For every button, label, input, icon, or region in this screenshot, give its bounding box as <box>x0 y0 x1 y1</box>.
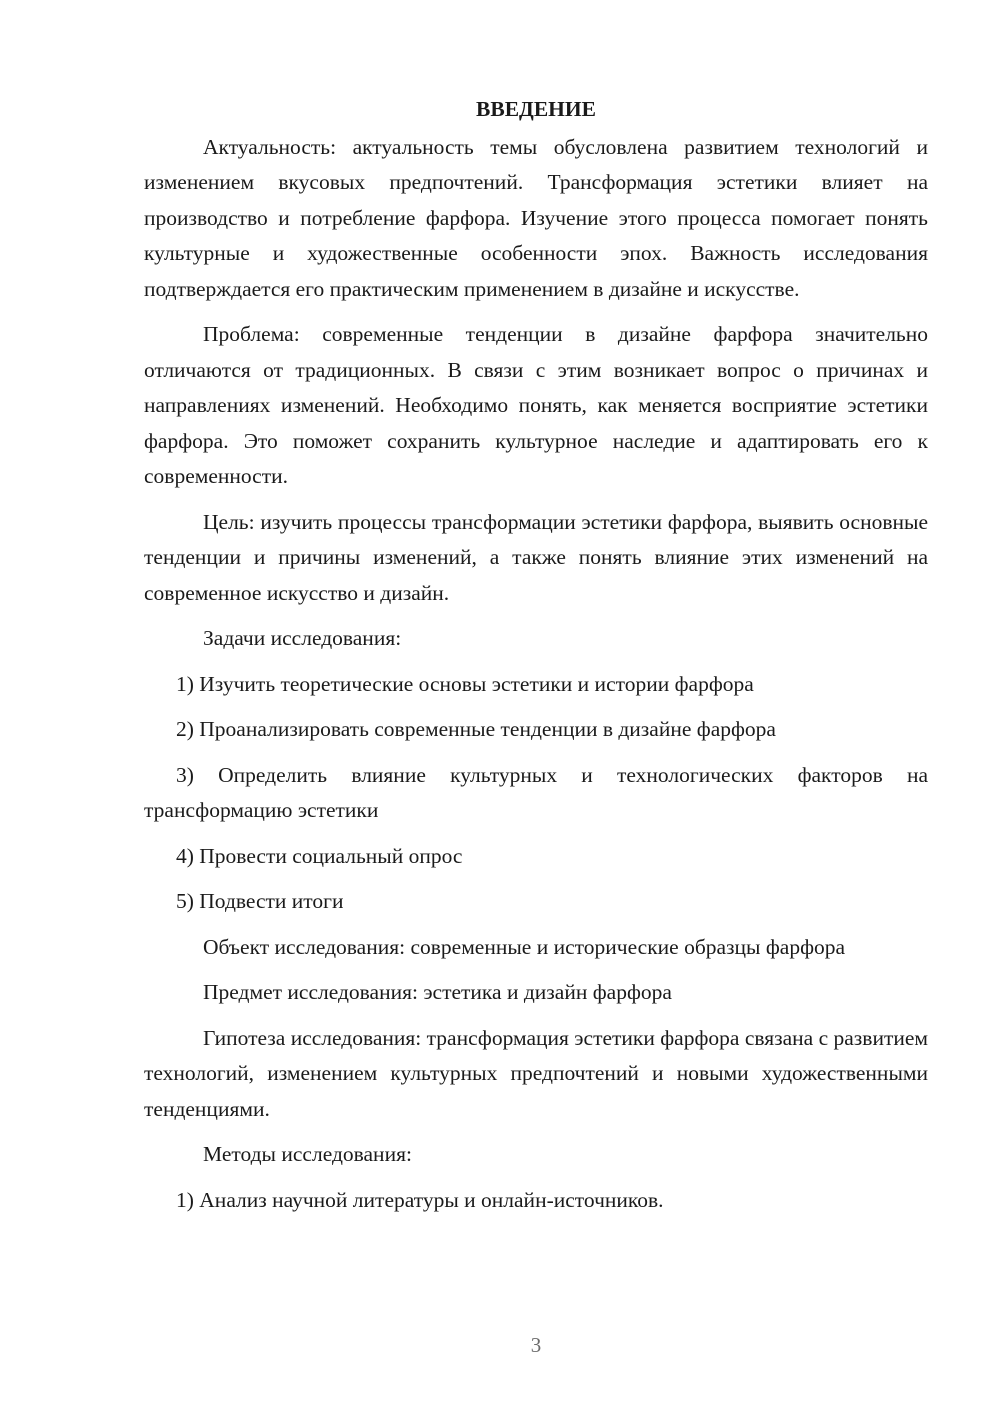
section-title: ВВЕДЕНИЕ <box>476 97 596 121</box>
page-number: 3 <box>530 1333 542 1357</box>
paragraph-goal: Цель: изучить процессы трансформации эстетики фарфора, выявить основные тенденции и причины изменений, а также понять влияние этих изменений на современное искусство и дизайн. <box>144 509 928 605</box>
paragraph-tasks-heading: Задачи исследования: <box>203 626 402 650</box>
task-item: 3) Определить влияние культурных и технологических факторов на трансформацию эстетики <box>144 762 928 822</box>
paragraph-problem: Проблема: современные тенденции в дизайне фарфора значительно отличаются от традиционных. В связи с этим возникает вопрос о причинах и направлениях изменений. Необходимо понять, как меняется восприятие эстетики фарфора. Это поможет сохранить культурное наследие и адаптировать его к современности. <box>144 322 928 488</box>
paragraph-methods-heading: Методы исследования: <box>203 1142 412 1166</box>
document-page <box>144 92 928 1228</box>
paragraph-object: Объект исследования: современные и исторические образцы фарфора <box>203 934 846 959</box>
paragraph-hypothesis: Гипотеза исследования: трансформация эстетики фарфора связана с развитием технологий, изменением культурных предпочтений и новыми художественными тенденциями. <box>144 1025 928 1121</box>
task-item: 2) Проанализировать современные тенденции в дизайне фарфора <box>176 717 776 741</box>
task-item: 4) Провести социальный опрос <box>176 843 463 868</box>
method-item: 1) Анализ научной литературы и онлайн-источников. <box>176 1187 664 1212</box>
paragraph-subject: Предмет исследования: эстетика и дизайн фарфора <box>203 980 672 1004</box>
paragraph-relevance: Актуальность: актуальность темы обусловлена развитием технологий и изменением вкусовых предпочтений. Трансформация эстетики влияет на производство и потребление фарфора. Изучение этого процесса помогает понять культурные и художественные особенности эпох. Важность исследования подтверждается его практическим применением в дизайне и искусстве. <box>144 134 928 301</box>
task-item: 5) Подвести итоги <box>176 889 344 913</box>
task-item: 1) Изучить теоретические основы эстетики и истории фарфора <box>176 671 754 696</box>
